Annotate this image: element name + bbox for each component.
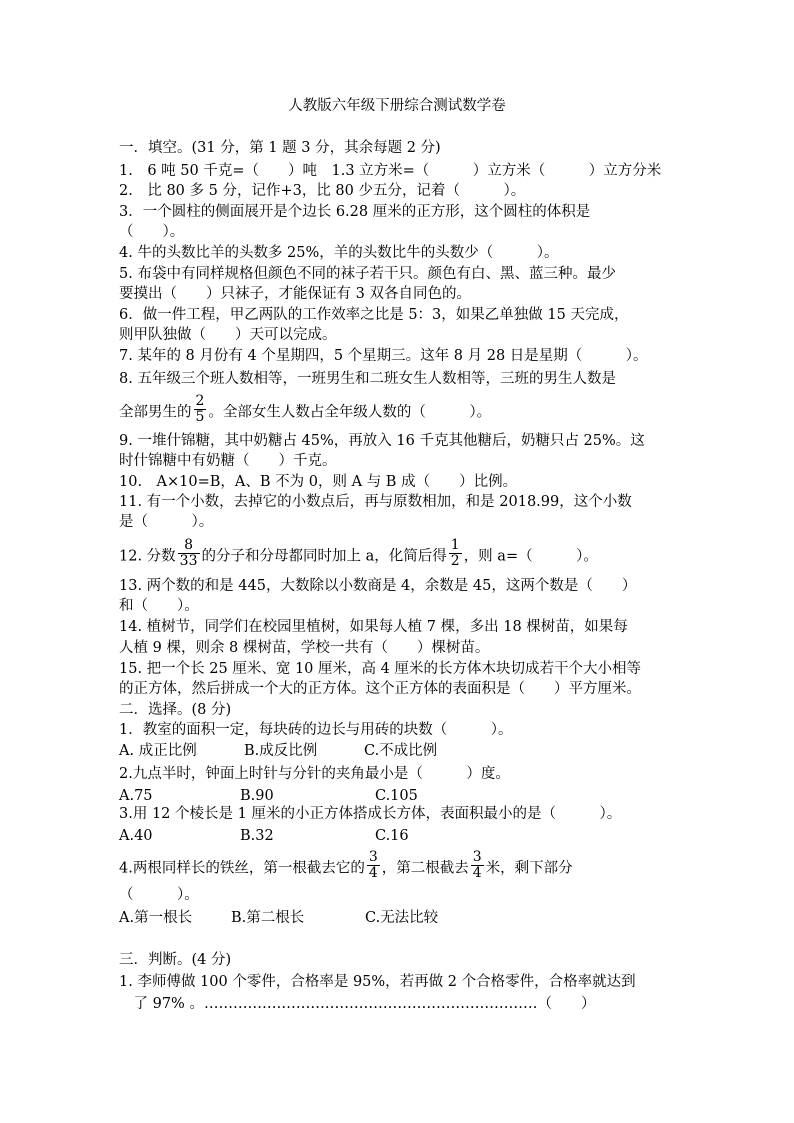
question-2-4-line-2: （ ）。: [119, 887, 199, 903]
option-b[interactable]: B.90: [240, 788, 274, 804]
question-1-12-text-post: ，则 a=（ ）。: [463, 548, 598, 565]
question-1-15-line-2: 的正方体，然后拼成一个大的正方体。这个正方体的表面积是（ ）平方厘米。: [119, 681, 641, 697]
question-2-4-text-mid: ，第二根截去: [381, 860, 469, 877]
section-3-header: 三．判断。(4 分): [119, 952, 232, 968]
question-2-2-options: [119, 786, 679, 806]
option-a[interactable]: A.40: [119, 828, 153, 844]
question-1-3-line-1: 3．一个圆柱的侧面展开是个边长 6.28 厘米的正方形，这个圆柱的体积是: [119, 204, 591, 220]
fraction-denominator: 4: [472, 865, 482, 881]
question-2-3: 3.用 12 个棱长是 1 厘米的小正方体搭成长方体，表面积最小的是（ ）。: [119, 806, 622, 822]
question-1-6-line-2: 则甲队独做（ ）天可以完成。: [119, 327, 337, 343]
option-a[interactable]: A.75: [119, 788, 153, 804]
question-2-3-options: [119, 826, 679, 846]
fraction-denominator: 2: [450, 553, 460, 569]
question-1-3-line-2: （ ）。: [119, 224, 185, 240]
question-1-11-line-1: 11. 有一个小数，去掉它的小数点后，再与原数相加，和是 2018.99，这个小数: [119, 494, 632, 510]
question-1-6-line-1: 6．做一件工程，甲乙两队的工作效率之比是 5：3，如果乙单独做 15 天完成，: [119, 307, 629, 323]
fraction-denominator: 4: [368, 865, 378, 881]
question-1-12-text-mid: 的分子和分母都同时加上 a，化简后得: [201, 548, 447, 565]
question-3-1-line-1: 1. 李师傅做 100 个零件，合格率是 95%，若再做 2 个合格零件，合格率就达到: [119, 974, 636, 990]
question-1-8-line-2: [119, 393, 679, 428]
section-2-header: 二．选择。(8 分): [119, 702, 232, 718]
question-3-1-line-2: 了 97% 。……………………………………………………………（ ）: [119, 996, 596, 1012]
option-c[interactable]: C.105: [375, 788, 418, 804]
question-1-9-line-1: 9. 一堆什锦糖，其中奶糖占 45%，再放入 16 千克其他糖后，奶糖只占 25%。这: [119, 433, 645, 449]
option-c[interactable]: C.无法比较: [365, 910, 439, 926]
question-2-4-text-post: 米，剩下部分: [485, 860, 573, 877]
fraction-denominator: 33: [179, 553, 198, 569]
question-1-2: 2. 比 80 多 5 分，记作+3，比 80 少五分，记着（ ）。: [119, 183, 526, 199]
question-1-7: 7. 某年的 8 月份有 4 个星期四，5 个星期三。这年 8 月 28 日是星期（ ）。: [119, 348, 648, 364]
question-2-4-line-1: [119, 849, 679, 884]
fraction-three-quarters: [471, 850, 484, 881]
question-1-14-line-2: 人植 9 棵，则余 8 棵树苗，学校一共有（ ）棵树苗。: [119, 640, 490, 656]
fraction-two-fifths: [194, 394, 207, 425]
option-a[interactable]: A. 成正比例: [119, 743, 197, 759]
question-1-14-line-1: 14. 植树节，同学们在校园里植树，如果每人植 7 棵，多出 18 棵树苗，如果每: [119, 619, 628, 635]
fraction-numerator: 1: [450, 537, 460, 553]
question-1-8-text-pre: 全部男生的: [119, 404, 192, 421]
question-1-9-line-2: 时什锦糖中有奶糖（ ）千克。: [119, 453, 337, 469]
question-1-10: 10. A×10=B，A、B 不为 0，则 A 与 B 成（ ）比例。: [119, 474, 518, 490]
question-1-8-line-1: 8. 五年级三个班人数相等，一班男生和二班女生人数相等，三班的男生人数是: [119, 371, 616, 387]
fraction-numerator: 3: [368, 849, 378, 865]
question-1-1: 1. 6 吨 50 千克=（ ）吨 1.3 立方米=（ ）立方米（ ）立方分米: [119, 163, 662, 179]
option-c[interactable]: C.16: [375, 828, 409, 844]
option-b[interactable]: B.第二根长: [231, 910, 305, 926]
question-1-8-text-post: 。全部女生人数占全年级人数的（ ）。: [208, 404, 492, 421]
question-1-13-line-2: 和（ ）。: [119, 598, 199, 614]
section-1-header: 一．填空。(31 分，第 1 题 3 分，其余每题 2 分): [119, 140, 441, 156]
question-1-5-line-1: 5. 布袋中有同样规格但颜色不同的袜子若干只。颜色有白、黑、蓝三种。最少: [119, 266, 616, 282]
question-1-12-text-pre: 12. 分数: [119, 548, 176, 565]
fraction-denominator: 5: [195, 409, 205, 425]
question-2-2: 2.九点半时，钟面上时针与分针的夹角最小是（ ）度。: [119, 766, 510, 782]
fraction-numerator: 8: [178, 538, 200, 554]
fraction-three-quarters: [367, 850, 380, 881]
option-b[interactable]: B.32: [240, 828, 274, 844]
option-c[interactable]: C.不成比例: [364, 743, 438, 759]
fraction-eight-thirty-thirds: [178, 538, 200, 569]
question-1-12: [119, 537, 679, 572]
question-1-4: 4. 牛的头数比羊的头数多 25%，羊的头数比牛的头数少（ ）。: [119, 245, 559, 261]
option-a[interactable]: A.第一根长: [119, 910, 193, 926]
question-2-1-options: [119, 741, 679, 761]
question-1-13-line-1: 13. 两个数的和是 445，大数除以小数商是 4，余数是 45，这两个数是（ ）: [119, 578, 637, 594]
fraction-numerator: 2: [195, 393, 205, 409]
question-2-4-text-pre: 4.两根同样长的铁丝，第一根截去它的: [119, 860, 365, 877]
option-b[interactable]: B.成反比例: [244, 743, 318, 759]
question-1-5-line-2: 要摸出（ ）只袜子，才能保证有 3 双各自同色的。: [119, 286, 471, 302]
question-2-1: 1．教室的面积一定，每块砖的边长与用砖的块数（ ）。: [119, 722, 513, 738]
question-1-11-line-2: 是（ ）。: [119, 514, 214, 530]
page-title: 人教版六年级下册综合测试数学卷: [288, 98, 506, 114]
fraction-numerator: 3: [472, 849, 482, 865]
question-2-4-options: [119, 908, 679, 928]
question-1-15-line-1: 15. 把一个长 25 厘米、宽 10 厘米，高 4 厘米的长方体木块切成若干个大小相等: [119, 661, 641, 677]
fraction-one-half: [449, 538, 462, 569]
